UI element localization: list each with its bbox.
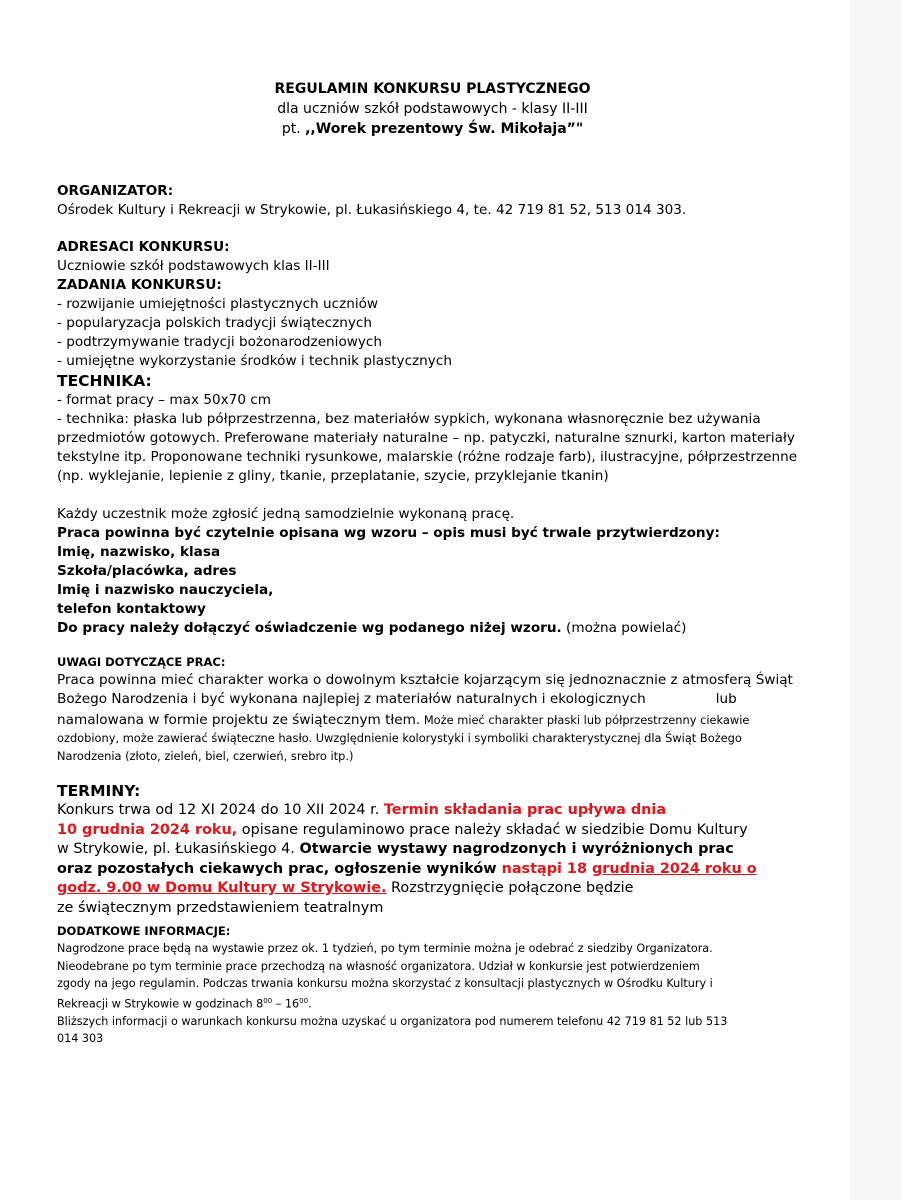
technique-heading: TECHNIKA: xyxy=(57,372,152,390)
additional-line: Nagrodzone prace będą na wystawie przez ok. 1 tydzień, po tym terminie można je odebrać z siedziby Organizatora. xyxy=(57,942,713,955)
remarks-line xyxy=(57,709,817,730)
deadlines-line xyxy=(57,821,817,841)
task-item: - rozwijanie umiejętności plastycznych uczniów xyxy=(57,296,379,312)
remarks-heading: UWAGI DOTYCZĄCE PRAC: xyxy=(57,655,226,669)
additional-line: 014 303 xyxy=(57,1032,104,1046)
declaration-note: (można powielać) xyxy=(561,620,687,636)
deadlines-line xyxy=(57,879,817,899)
additional-line: Nieodebrane po tym terminie prace przechodzą na własność organizatora. Udział w konkursie jest potwierdzeniem xyxy=(57,959,700,973)
office-hours-period: . xyxy=(308,997,312,1011)
deadlines-line xyxy=(57,840,817,860)
remarks-line3-end: Może mieć charakter płaski lub półprzestrzenny ciekawie xyxy=(420,713,750,727)
exhibition-opening: Otwarcie wystawy nagrodzonych i wyróżnionych prac xyxy=(299,841,734,857)
recipients-text: Uczniowie szkół podstawowych klas II-III xyxy=(57,258,330,274)
results-time-place: godz. 9.00 w Domu Kultury w Strykowie. xyxy=(57,880,387,896)
document-title: REGULAMIN KONKURSU PLASTYCZNEGO xyxy=(274,81,591,97)
results-announcement: oraz pozostałych ciekawych prac, ogłoszenie wyników xyxy=(57,860,502,877)
entry-field: Imię i nazwisko nauczyciela, xyxy=(57,582,274,598)
task-item: - podtrzymywanie tradycji bożonarodzeniowych xyxy=(57,334,383,350)
document-subtitle: dla uczniów szkół podstawowych - klasy II-III xyxy=(277,101,588,117)
tasks-list xyxy=(57,295,817,371)
contest-duration: Konkurs trwa od 12 XI 2024 do 10 XII 2024 r. xyxy=(57,802,384,818)
entry-field: telefon kontaktowy xyxy=(57,601,206,617)
technique-text xyxy=(57,391,817,486)
submission-deadline-date: 10 grudnia 2024 roku, xyxy=(57,821,238,838)
technique-line: - technika: płaska lub półprzestrzenna, bez materiałów sypkich, wykonana własnoręcznie bez używania xyxy=(57,411,761,427)
additional-text xyxy=(57,940,817,1048)
entry-single: Każdy uczestnik może zgłosić jedną samodzielnie wykonaną pracę. xyxy=(57,506,515,522)
deadlines-text xyxy=(57,801,817,918)
remarks-line: Narodzenia (złoto, zieleń, biel, czerwień, srebro itp.) xyxy=(57,748,354,763)
results-date-part1: nastąpi 18 xyxy=(501,860,592,877)
organizer-heading: ORGANIZATOR: xyxy=(57,183,174,199)
office-hours-start-minutes: 00 xyxy=(263,996,273,1005)
tasks-heading: ZADANIA KONKURSU: xyxy=(57,277,222,293)
deadlines-line xyxy=(57,801,817,821)
results-date-part2: grudnia 2024 roku o xyxy=(591,860,757,877)
additional-heading: DODATKOWE INFORMACJE: xyxy=(57,924,231,938)
technique-line: (np. wyklejanie, lepienie z gliny, tkanie, przeplatanie, szycie, przyklejanie tkanin) xyxy=(57,468,609,484)
remarks-line xyxy=(57,690,817,709)
office-hours-end-minutes: 00 xyxy=(299,996,309,1005)
entry-field: Imię, nazwisko, klasa xyxy=(57,544,221,560)
remarks-text xyxy=(57,671,817,765)
deadlines-line: ze świątecznym przedstawieniem teatralnym xyxy=(57,899,384,916)
deadlines-heading: TERMINY: xyxy=(57,782,141,800)
task-item: - popularyzacja polskich tradycji świątecznych xyxy=(57,315,373,331)
entry-label-rule: Praca powinna być czytelnie opisana wg wzoru – opis musi być trwale przytwierdzony: xyxy=(57,525,720,541)
remarks-line: ozdobiony, może zawierać świąteczne hasło. Uwzględnienie kolorystyki i symboliki charakterystycznej dla Świąt Bożego xyxy=(57,731,742,745)
submission-address: w Strykowie, pl. Łukasińskiego 4. xyxy=(57,841,300,857)
recipients-heading: ADRESACI KONKURSU: xyxy=(57,239,230,255)
entry-rules xyxy=(57,505,817,638)
remarks-line: Praca powinna mieć charakter worka o dowolnym kształcie kojarzącym się jednoznacznie z atmosferą Świąt xyxy=(57,672,793,688)
technique-format: - format pracy – max 50x70 cm xyxy=(57,392,272,408)
remarks-line3-main: namalowana w formie projektu ze świątecznym tłem. xyxy=(57,712,421,728)
remarks-line2-end: lub xyxy=(715,691,737,707)
technique-line: przedmiotów gotowych. Preferowane materiały naturalne – np. patyczki, naturalne sznurki, karton materiały xyxy=(57,430,795,446)
entry-declaration xyxy=(57,619,817,638)
organizer-text: Ośrodek Kultury i Rekreacji w Strykowie, pl. Łukasińskiego 4, te. 42 719 81 52, 513 014 303. xyxy=(57,202,687,218)
page-margin xyxy=(850,0,902,1200)
task-item: - umiejętne wykorzystanie środków i technik plastycznych xyxy=(57,353,452,369)
additional-line xyxy=(57,993,817,1013)
office-hours-text: Rekreacji w Strykowie w godzinach 8 xyxy=(57,997,264,1011)
remarks-line2-main: Bożego Narodzenia i być wykonana najlepiej z materiałów naturalnych i ekologicznych xyxy=(57,691,646,707)
technique-line: tekstylne itp. Proponowane techniki rysunkowe, malarskie (różne rodzaje farb), ilustracyjne, półprzestrzenne xyxy=(57,449,798,465)
submission-deadline-label: Termin składania prac upływa dnia xyxy=(383,802,667,818)
deadlines-line xyxy=(57,860,817,880)
submission-place: opisane regulaminowo prace należy składać w siedzibie Domu Kultury xyxy=(237,821,748,838)
theme-title: ,,Worek prezentowy Św. Mikołaja”" xyxy=(305,121,584,137)
declaration-text: Do pracy należy dołączyć oświadczenie wg podanego niżej wzoru. xyxy=(57,620,562,636)
theme-prefix: pt. xyxy=(281,121,306,137)
additional-line: zgody na jego regulamin. Podczas trwania konkursu można skorzystać z konsultacji plastycznych w Ośrodku Kultury i xyxy=(57,977,713,990)
entry-field: Szkoła/placówka, adres xyxy=(57,563,237,579)
additional-line: Bliższych informacji o warunkach konkursu można uzyskać u organizatora pod numerem telefonu 42 719 81 52 lub 513 xyxy=(57,1014,728,1028)
resolution-note: Rozstrzygnięcie połączone będzie xyxy=(386,880,634,896)
office-hours-end: – 16 xyxy=(272,997,300,1011)
contest-theme xyxy=(0,120,865,139)
